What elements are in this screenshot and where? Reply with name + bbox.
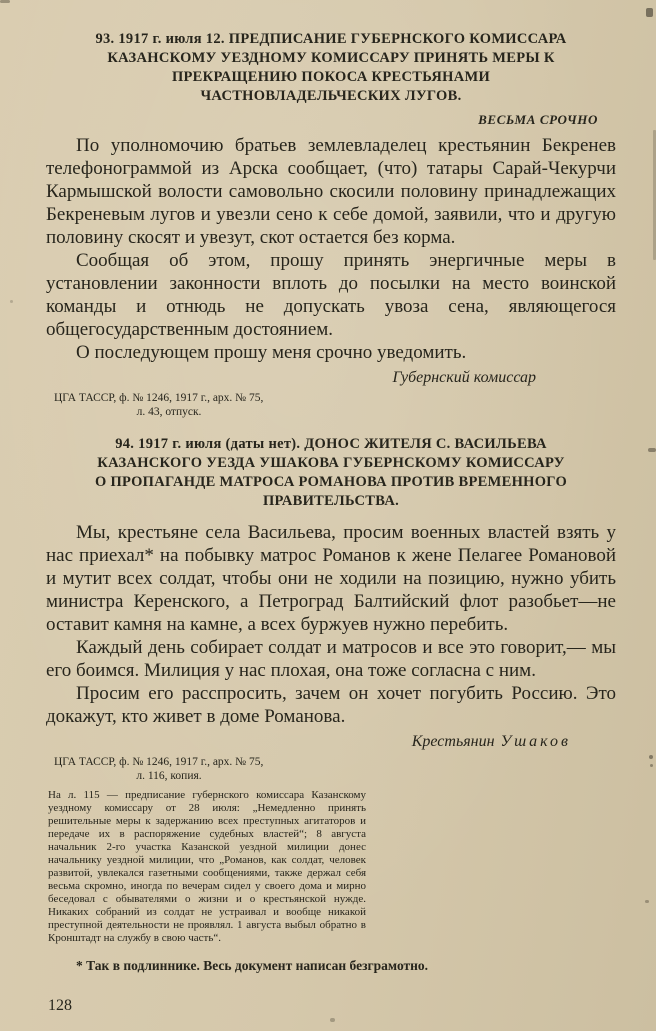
archive-line-2: л. 116, копия. xyxy=(136,770,202,782)
signature-name: Ушаков xyxy=(500,733,571,750)
ink-speck xyxy=(645,900,649,903)
ink-speck xyxy=(646,8,653,17)
ink-speck xyxy=(650,764,653,767)
document-94-paragraph-3: Просим его расспросить, зачем он хочет погубить Россию. Это докажут, кто живет в доме Романова. xyxy=(46,683,616,727)
document-94-archive-reference xyxy=(54,755,354,783)
document-94-signature xyxy=(46,733,571,751)
urgency-note: ВЕСЬМА СРОЧНО xyxy=(478,112,598,127)
archive-line-2: л. 43, отпуск. xyxy=(136,406,202,418)
document-93 xyxy=(46,30,616,419)
ink-speck xyxy=(330,1018,335,1022)
footnote: * Так в подлиннике. Весь документ написан безграмотно. xyxy=(76,958,429,973)
editorial-note: На л. 115 — предписание губернского комиссара Казанскому уездному комиссару от 28 июля: „Немедленно принять решительные меры к задержанию всех преступных агитаторов и передаче их в распоряжение судебных властей“; 8 августа начальник 2-го участка Казанской уездной милиции донес начальнику уездной милиции, что „Романов, как солдат, человек развитой, увлекался газетными сообщениями, также держал себя весьма скромно, иногда по вечерам сидел у своего дома и мирно беседовал с обывателями о жизни и о крестьянской нужде. Никаких собраний из солдат не устраивал и вообще никакой преступной деятельности не проявлял. 1 августа выбыл обратно в Кронштадт на службу в свою часть“. xyxy=(48,789,366,944)
document-93-signature: Губернский комиссар xyxy=(392,369,536,386)
document-94-heading: 94. 1917 г. июля (даты нет). ДОНОС ЖИТЕЛЯ С. ВАСИЛЬЕВА КАЗАНСКОГО УЕЗДА УШАКОВА ГУБЕРНСКОМУ КОМИССАРУ О ПРОПАГАНДЕ МАТРОСА РОМАНОВА ПРОТИВ ВРЕМЕННОГО ПРАВИТЕЛЬСТВА. xyxy=(94,436,568,509)
archive-line-1: ЦГА ТАССР, ф. № 1246, 1917 г., арх. № 75, xyxy=(54,392,264,404)
signature-role: Крестьянин xyxy=(411,733,495,750)
document-93-paragraph-1: По уполномочию братьев землевладелец крестьянин Бекренев телефонограммой из Арска сообщает, (что) татары Сарай-Чекурчи Кармышской волости самовольно скосили половину принадлежащих Бекреневым лугов и увезли сено к себе домой, заявили, что и другую половину скосят и увезут, скот остается без корма. xyxy=(46,135,616,248)
document-93-archive-reference xyxy=(54,391,354,419)
document-93-paragraph-3: О последующем прошу меня срочно уведомить. xyxy=(76,342,467,363)
ink-speck xyxy=(10,300,13,303)
ink-speck xyxy=(0,0,10,3)
document-94-paragraph-1: Мы, крестьяне села Васильева, просим военных властей взять у нас приехал* на побывку матрос Романов к жене Пелагее Романовой и мутит всех солдат, чтобы они не ходили на позицию, нужно убить министра Керенского, а Петроград Балтийский флот разобьет—не оставит камня на камне, а всех буржуев нужно перебить. xyxy=(46,522,616,635)
ink-speck xyxy=(648,448,656,452)
document-94-paragraph-2: Каждый день собирает солдат и матросов и все это говорит,— мы его боимся. Милиция у нас плохая, она тоже согласна с ним. xyxy=(46,637,616,681)
archive-line-1: ЦГА ТАССР, ф. № 1246, 1917 г., арх. № 75, xyxy=(54,756,264,768)
document-94 xyxy=(46,435,616,945)
document-93-heading: 93. 1917 г. июля 12. ПРЕДПИСАНИЕ ГУБЕРНСКОГО КОМИССАРА КАЗАНСКОМУ УЕЗДНОМУ КОМИССАРУ ПРИНЯТЬ МЕРЫ К ПРЕКРАЩЕНИЮ ПОКОСА КРЕСТЬЯНАМИ ЧАСТНОВЛАДЕЛЬЧЕСКИХ ЛУГОВ. xyxy=(95,31,567,104)
ink-speck xyxy=(649,755,653,759)
page-number: 128 xyxy=(48,997,72,1014)
document-93-paragraph-2: Сообщая об этом, прошу принять энергичные меры в установлении законности вплоть до посылки на место воинской команды и отнюдь не допускать увоза сена, являющегося общегосударственным достоянием. xyxy=(46,250,616,340)
